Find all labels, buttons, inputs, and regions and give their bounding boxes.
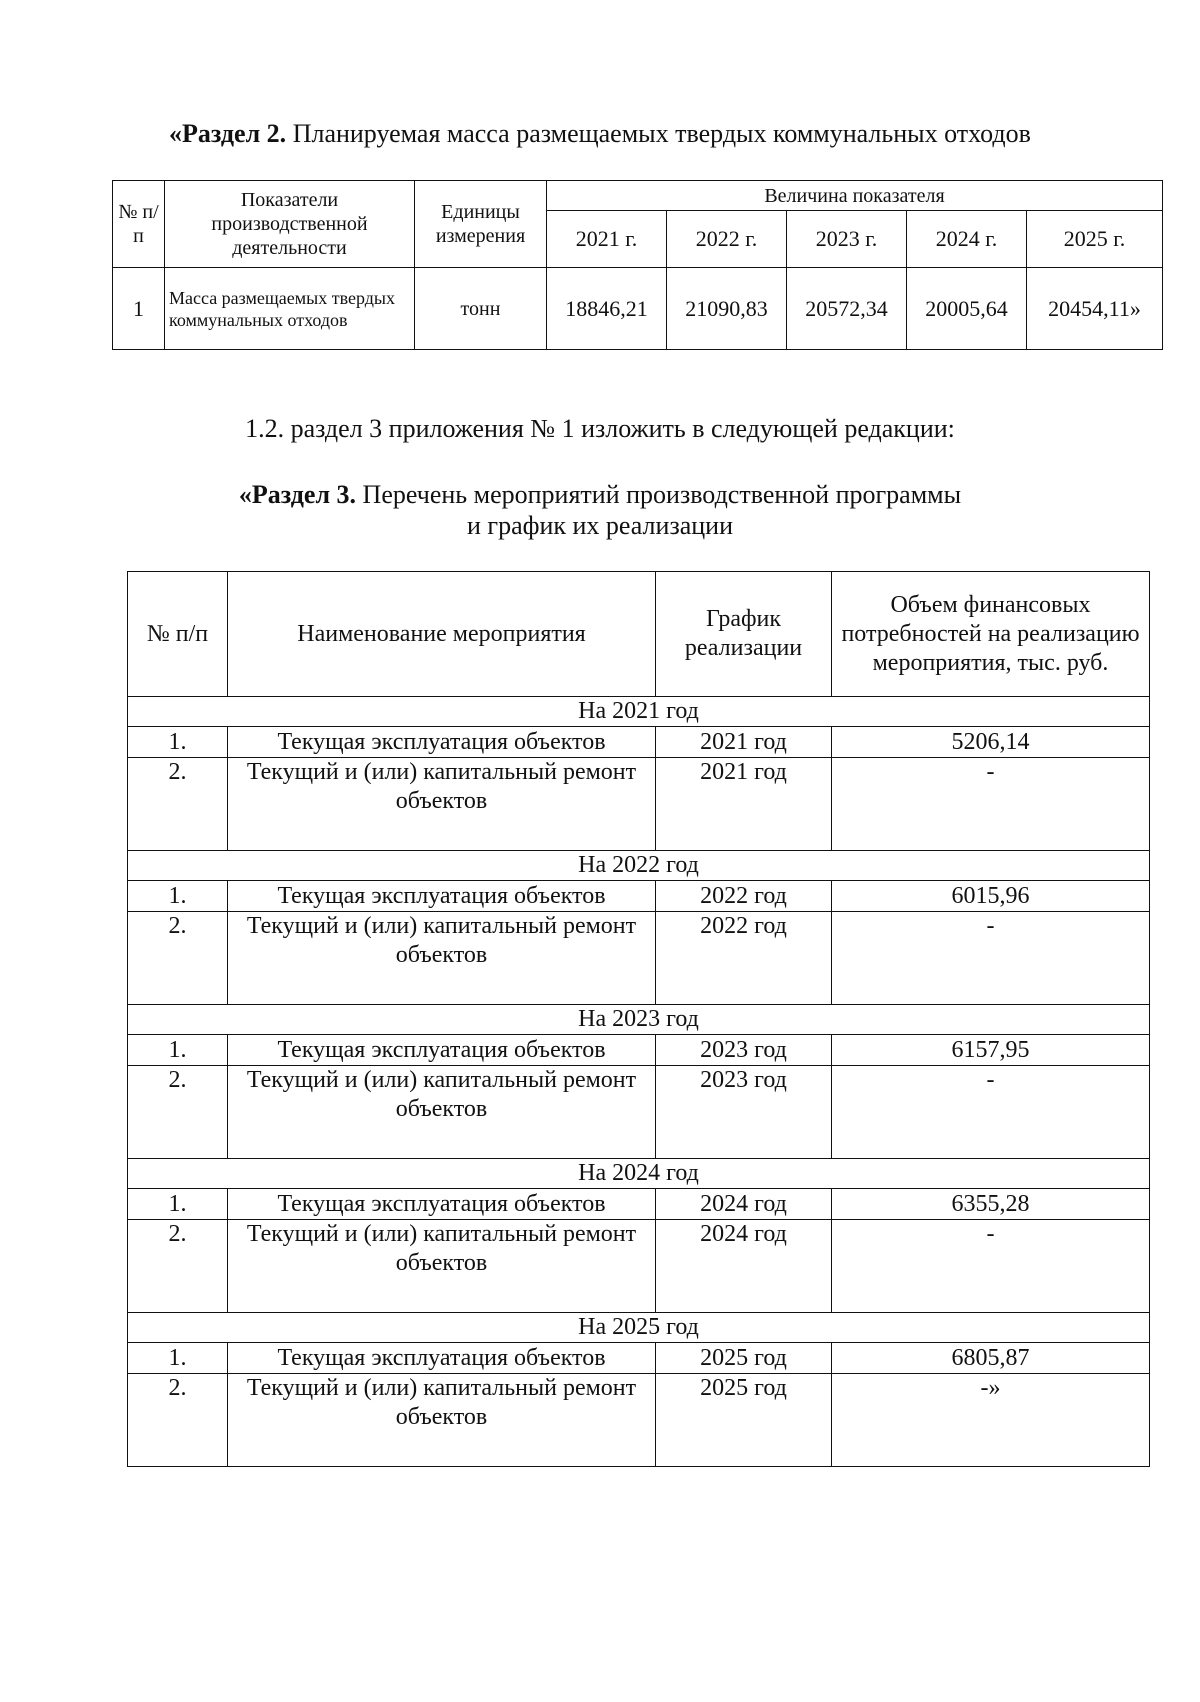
- header-units: Единицы измерения: [415, 181, 547, 268]
- row-value: 21090,83: [667, 268, 787, 350]
- row-value: 20454,11»: [1027, 268, 1163, 350]
- row-name: Текущий и (или) капитальный ремонт объектов: [228, 1374, 656, 1467]
- row-name: Текущий и (или) капитальный ремонт объектов: [228, 758, 656, 851]
- row-amount: -: [832, 912, 1150, 1005]
- section3-title: [60, 479, 1140, 541]
- row-schedule: 2023 год: [656, 1066, 832, 1159]
- row-name: Текущая эксплуатация объектов: [228, 1343, 656, 1374]
- row-num: 1.: [128, 881, 228, 912]
- row-schedule: 2025 год: [656, 1343, 832, 1374]
- row-value: 18846,21: [547, 268, 667, 350]
- row-amount: 6805,87: [832, 1343, 1150, 1374]
- row-num: 2.: [128, 758, 228, 851]
- section3-title-line2: и график их реализации: [467, 511, 733, 540]
- row-schedule: 2022 год: [656, 881, 832, 912]
- section2-title: [60, 118, 1140, 149]
- year-group-title: На 2023 год: [128, 1005, 1150, 1035]
- row-num: 1.: [128, 1189, 228, 1220]
- header-schedule: График реализации: [656, 572, 832, 697]
- row-name: Текущая эксплуатация объектов: [228, 1189, 656, 1220]
- row-num: 1.: [128, 1343, 228, 1374]
- row-amount: -: [832, 758, 1150, 851]
- row-amount: -: [832, 1066, 1150, 1159]
- row-amount: 6157,95: [832, 1035, 1150, 1066]
- header-value-group: Величина показателя: [547, 181, 1163, 211]
- row-num: 2.: [128, 1066, 228, 1159]
- row-schedule: 2022 год: [656, 912, 832, 1005]
- section3-title-bold: «Раздел 3.: [238, 480, 357, 509]
- row-schedule: 2021 год: [656, 727, 832, 758]
- row-num: 1.: [128, 1035, 228, 1066]
- section2-title-rest: Планируемая масса размещаемых твердых коммунальных отходов: [286, 119, 1031, 148]
- row-num: 2.: [128, 1374, 228, 1467]
- header-year: 2022 г.: [667, 211, 787, 268]
- header-indicator: Показатели производственной деятельности: [165, 181, 415, 268]
- row-amount: 6355,28: [832, 1189, 1150, 1220]
- row-amount: 5206,14: [832, 727, 1150, 758]
- row-name: Текущая эксплуатация объектов: [228, 1035, 656, 1066]
- header-finance: Объем финансовых потребностей на реализацию мероприятия, тыс. руб.: [832, 572, 1150, 697]
- row-name: Текущий и (или) капитальный ремонт объектов: [228, 912, 656, 1005]
- row-schedule: 2023 год: [656, 1035, 832, 1066]
- row-name: Текущий и (или) капитальный ремонт объектов: [228, 1066, 656, 1159]
- row-schedule: 2021 год: [656, 758, 832, 851]
- year-group-title: На 2024 год: [128, 1159, 1150, 1189]
- row-indicator: Масса размещаемых твердых коммунальных отходов: [165, 268, 415, 350]
- row-schedule: 2024 год: [656, 1189, 832, 1220]
- section3-title-rest: Перечень мероприятий производственной программы: [356, 480, 962, 509]
- row-num: 1.: [128, 727, 228, 758]
- row-name: Текущий и (или) капитальный ремонт объектов: [228, 1220, 656, 1313]
- header-num: № п/п: [128, 572, 228, 697]
- header-year: 2025 г.: [1027, 211, 1163, 268]
- row-num: 1: [113, 268, 165, 350]
- header-year: 2024 г.: [907, 211, 1027, 268]
- row-value: 20005,64: [907, 268, 1027, 350]
- year-group-title: На 2021 год: [128, 697, 1150, 727]
- activities-table: [127, 571, 1150, 1467]
- row-num: 2.: [128, 912, 228, 1005]
- row-name: Текущая эксплуатация объектов: [228, 727, 656, 758]
- amendment-paragraph: 1.2. раздел 3 приложения № 1 изложить в следующей редакции:: [245, 414, 955, 443]
- waste-mass-table: [112, 180, 1163, 350]
- header-year: 2023 г.: [787, 211, 907, 268]
- row-name: Текущая эксплуатация объектов: [228, 881, 656, 912]
- row-value: 20572,34: [787, 268, 907, 350]
- row-amount: 6015,96: [832, 881, 1150, 912]
- row-amount: -»: [832, 1374, 1150, 1467]
- row-schedule: 2024 год: [656, 1220, 832, 1313]
- section2-title-bold: «Раздел 2.: [169, 119, 287, 148]
- header-year: 2021 г.: [547, 211, 667, 268]
- header-name: Наименование мероприятия: [228, 572, 656, 697]
- year-group-title: На 2025 год: [128, 1313, 1150, 1343]
- header-num: № п/п: [113, 181, 165, 268]
- year-group-title: На 2022 год: [128, 851, 1150, 881]
- row-units: тонн: [415, 268, 547, 350]
- row-num: 2.: [128, 1220, 228, 1313]
- row-amount: -: [832, 1220, 1150, 1313]
- row-schedule: 2025 год: [656, 1374, 832, 1467]
